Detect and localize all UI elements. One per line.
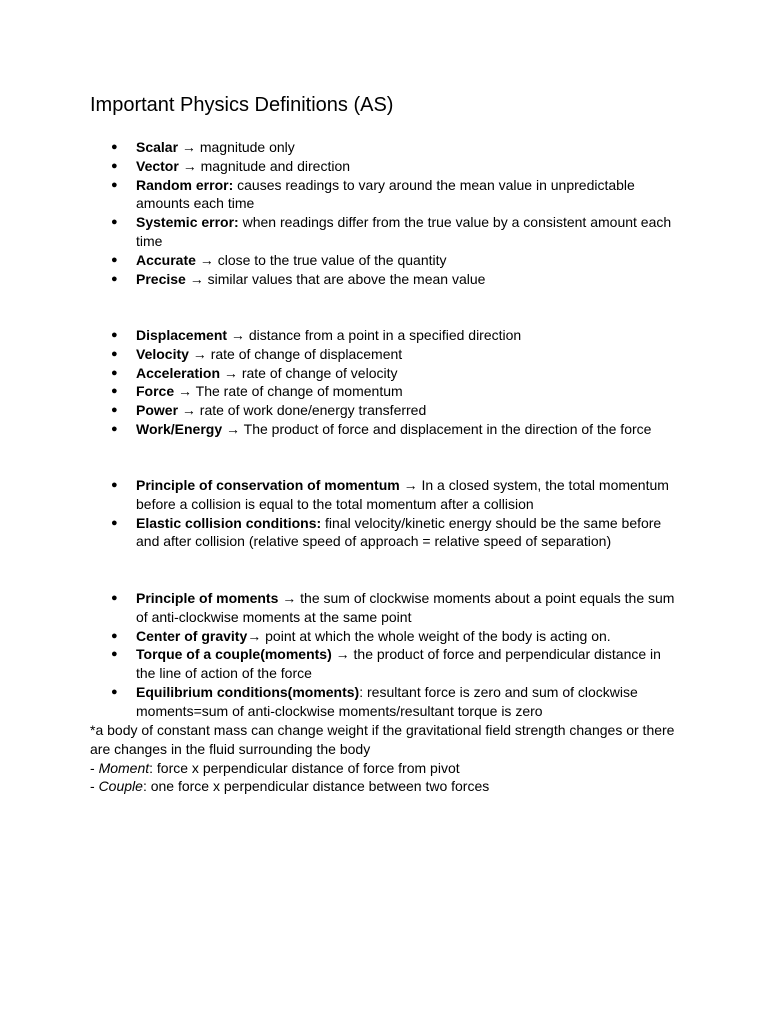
couple-note <box>90 777 680 796</box>
notes-section <box>90 721 680 796</box>
definition-separator: → <box>227 327 249 343</box>
definition-text: magnitude only <box>199 139 295 155</box>
definition-separator: → <box>278 590 301 606</box>
list-item <box>0 476 680 514</box>
definition-term: Torque of a couple(moments) <box>136 646 332 663</box>
note-prefix: - <box>90 778 99 795</box>
bullet-icon: ● <box>111 385 118 398</box>
definition-text: rate of change of displacement <box>210 345 403 362</box>
definition-text: point at which the whole weight of the body is acting on. <box>265 627 611 644</box>
list-item <box>0 138 680 157</box>
definition-separator: : <box>359 683 368 700</box>
definition-text: when readings differ from the true value by a consistent amount each time <box>136 214 672 249</box>
definition-term: Power <box>136 402 179 419</box>
definition-term: Principle of conservation of momentum <box>136 477 400 493</box>
definition-text: magnitude and direction <box>200 157 351 174</box>
definition-list-mechanics <box>0 326 680 439</box>
definition-term: Elastic collision conditions: <box>136 514 322 531</box>
definition-text: rate of change of velocity <box>241 364 398 381</box>
note-prefix: - <box>90 759 99 776</box>
list-item <box>0 364 680 383</box>
definition-separator: → <box>331 646 354 663</box>
bullet-icon: ● <box>111 404 118 417</box>
definition-term: Vector <box>136 157 179 174</box>
definition-term: Acceleration <box>136 364 221 381</box>
definition-text: The product of force and displacement in the direction of the force <box>243 420 652 437</box>
bullet-icon: ● <box>111 216 118 229</box>
note-term: Couple <box>98 778 143 795</box>
list-item <box>0 420 680 439</box>
definition-term: Equilibrium conditions(moments) <box>136 683 360 700</box>
definition-term: Accurate <box>136 251 196 268</box>
definition-term: Velocity <box>136 345 189 362</box>
definition-list-moments <box>0 589 680 721</box>
bullet-icon: ● <box>111 366 118 379</box>
definition-separator: → <box>247 627 266 644</box>
list-item <box>0 683 680 721</box>
definition-term: Systemic error: <box>136 214 239 231</box>
definition-separator: → <box>174 383 196 400</box>
bullet-icon: ● <box>111 159 118 172</box>
bullet-icon: ● <box>111 685 118 698</box>
definition-text: close to the true value of the quantity <box>217 251 447 268</box>
definition-text: final velocity/kinetic energy should be the same before and after collision (relative speed of approach = relative speed of separation) <box>136 514 662 550</box>
definition-term: Displacement <box>136 327 228 343</box>
definition-text: rate of work done/energy transferred <box>199 402 427 419</box>
bullet-icon: ● <box>111 479 118 491</box>
definition-text: The rate of change of momentum <box>195 383 403 400</box>
definition-term: Precise <box>136 270 186 287</box>
definition-separator: → <box>178 402 200 419</box>
definition-term: Random error: <box>136 176 234 193</box>
bullet-icon: ● <box>111 178 118 191</box>
definition-term: Center of gravity <box>136 627 248 644</box>
definition-separator: → <box>399 477 422 493</box>
bullet-icon: ● <box>111 629 118 642</box>
bullet-icon: ● <box>111 592 118 604</box>
list-item <box>0 251 680 270</box>
definition-list-measurement <box>0 138 680 288</box>
list-item <box>0 326 680 345</box>
bullet-icon: ● <box>111 422 118 435</box>
list-item <box>0 382 680 401</box>
definition-text: causes readings to vary around the mean value in unpredictable amounts each time <box>136 176 635 212</box>
definition-separator: → <box>178 157 201 174</box>
bullet-icon: ● <box>111 347 118 360</box>
definition-text: resultant force is zero and sum of clockwise moments=sum of anti-clockwise moments/resultant torque is zero <box>136 683 638 719</box>
definition-separator: → <box>178 139 200 155</box>
bullet-icon: ● <box>111 648 118 661</box>
note-text: : one force x perpendicular distance between two forces <box>142 778 490 795</box>
definition-term: Force <box>136 383 175 400</box>
moment-note <box>90 759 680 778</box>
definition-text: similar values that are above the mean value <box>207 270 486 287</box>
definition-term: Scalar <box>136 139 179 155</box>
list-item <box>0 176 680 214</box>
definition-list-momentum <box>0 476 680 551</box>
definition-separator: → <box>222 420 244 437</box>
definition-text: the sum of clockwise moments about a point equals the sum of anti-clockwise moments at the same point <box>136 590 675 625</box>
list-item <box>0 345 680 364</box>
bullet-icon: ● <box>111 141 118 153</box>
definition-text: distance from a point in a specified direction <box>248 327 522 343</box>
definition-separator: → <box>195 251 218 268</box>
list-item <box>0 157 680 176</box>
bullet-icon: ● <box>111 272 118 285</box>
list-item <box>0 514 680 552</box>
bullet-icon: ● <box>111 329 118 341</box>
definition-text: the product of force and perpendicular distance in the line of action of the force <box>136 646 661 682</box>
page-title: Important Physics Definitions (AS) <box>90 94 394 116</box>
definition-separator: → <box>220 364 242 381</box>
weight-note: *a body of constant mass can change weight if the gravitational field strength changes or there are changes in the fluid surrounding the body <box>90 722 675 757</box>
bullet-icon: ● <box>111 253 118 266</box>
note-text: : force x perpendicular distance of force from pivot <box>149 759 460 776</box>
definition-term: Work/Energy <box>136 420 223 437</box>
note-term: Moment <box>98 759 150 776</box>
list-item <box>0 645 680 683</box>
definition-term: Principle of moments <box>136 590 279 606</box>
definition-text: In a closed system, the total momentum before a collision is equal to the total momentum after a collision <box>136 477 669 512</box>
list-item <box>0 627 680 646</box>
definition-separator: → <box>185 270 208 287</box>
list-item <box>0 589 680 627</box>
list-item <box>0 213 680 251</box>
list-item <box>0 270 680 289</box>
bullet-icon: ● <box>111 516 118 529</box>
definition-separator: → <box>188 345 211 362</box>
list-item <box>0 401 680 420</box>
